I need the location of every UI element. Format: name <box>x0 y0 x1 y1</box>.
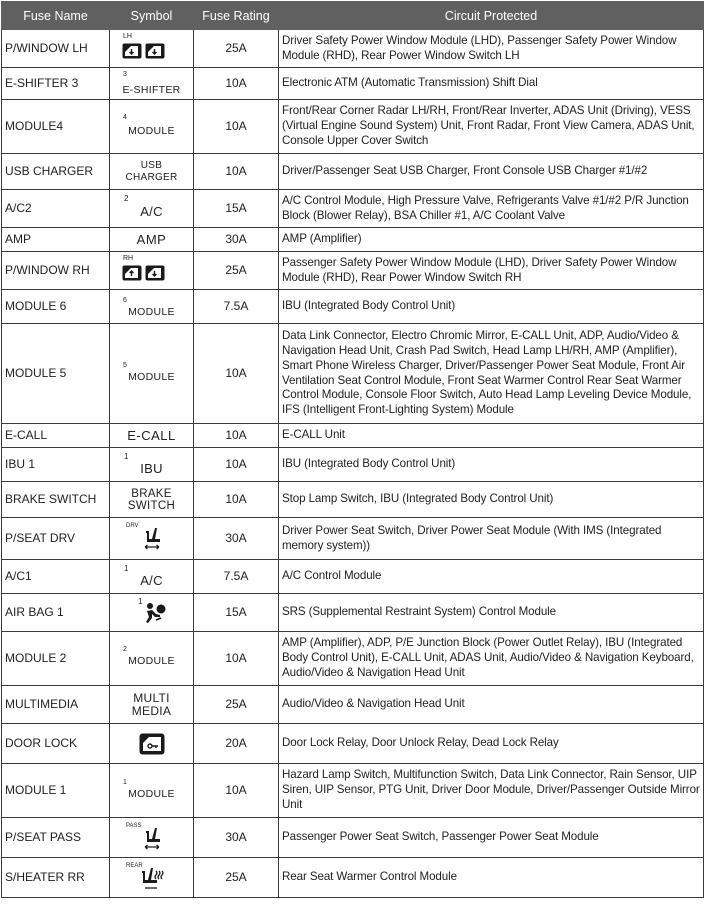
fuse-name: MODULE 1 <box>2 764 110 818</box>
fuse-name: MODULE4 <box>2 100 110 154</box>
fuse-name: MODULE 6 <box>2 290 110 324</box>
circuit-protected: Stop Lamp Switch, IBU (Integrated Body Control Unit) <box>279 482 704 518</box>
circuit-protected: Passenger Safety Power Window Module (LHD), Driver Safety Power Window Module (RHD), Rear Power Window Switch RH <box>279 252 704 290</box>
symbol-sup: 5 <box>123 362 127 369</box>
symbol-cell <box>110 518 194 560</box>
symbol-cell <box>110 686 194 724</box>
fuse-name: P/SEAT DRV <box>2 518 110 560</box>
fuse-name: P/WINDOW LH <box>2 30 110 68</box>
circuit-protected: AMP (Amplifier), ADP, P/E Junction Block (Power Outlet Relay), IBU (Integrated Body Control Unit), E-CALL Unit, ADAS Unit, Audio/Video & Navigation Keyboard, Audio/Video & Navigation Head Unit <box>279 632 704 686</box>
symbol-line-1: USB <box>140 159 163 171</box>
symbol-cell <box>110 448 194 482</box>
symbol-sup: 1 <box>138 597 143 606</box>
symbol-cell <box>110 324 194 424</box>
symbol-label: E-CALL <box>127 428 176 443</box>
symbol-cell <box>110 764 194 818</box>
fuse-name: MODULE 5 <box>2 324 110 424</box>
symbol-sup: 1 <box>124 452 129 461</box>
circuit-protected: Driver/Passenger Seat USB Charger, Front Console USB Charger #1/#2 <box>279 154 704 190</box>
fuse-rating: 7.5A <box>194 290 279 324</box>
symbol-cell <box>110 252 194 290</box>
fuse-rating: 15A <box>194 190 279 228</box>
power-seat-icon <box>142 526 164 552</box>
symbol-sup: REAR <box>126 863 143 869</box>
table-row <box>2 560 704 594</box>
symbol-line-1: MULTI <box>133 690 170 705</box>
symbol-sup: LH <box>123 33 132 40</box>
symbol-sup: 4 <box>123 114 127 121</box>
symbol-label: MODULE <box>128 788 175 800</box>
symbol-cell <box>110 424 194 448</box>
fuse-rating: 10A <box>194 154 279 190</box>
symbol-line-2: MEDIA <box>131 703 172 718</box>
symbol-line-1: BRAKE <box>131 487 172 500</box>
circuit-protected: A/C Control Module <box>279 560 704 594</box>
fuse-rating: 10A <box>194 764 279 818</box>
fuse-rating: 25A <box>194 686 279 724</box>
fuse-name: USB CHARGER <box>2 154 110 190</box>
fuse-name: A/C1 <box>2 560 110 594</box>
symbol-line-2: CHARGER <box>125 171 178 183</box>
symbol-cell <box>110 100 194 154</box>
power-window-icon <box>122 43 165 59</box>
symbol-label: AMP <box>136 232 167 247</box>
fuse-rating: 7.5A <box>194 560 279 594</box>
circuit-protected: Electronic ATM (Automatic Transmission) Shift Dial <box>279 68 704 100</box>
symbol-cell <box>110 228 194 252</box>
header-row <box>2 2 704 30</box>
header-fuse-rating: Fuse Rating <box>194 2 279 30</box>
symbol-cell <box>110 818 194 858</box>
fuse-rating: 10A <box>194 424 279 448</box>
fuse-rating: 25A <box>194 252 279 290</box>
fuse-rating: 10A <box>194 632 279 686</box>
table-row <box>2 68 704 100</box>
circuit-protected: A/C Control Module, High Pressure Valve, Refrigerants Valve #1/#2 P/R Junction Block (Blower Relay), BSA Chiller #1, A/C Coolant Valve <box>279 190 704 228</box>
fuse-name: S/HEATER RR <box>2 858 110 898</box>
table-row <box>2 100 704 154</box>
table-row <box>2 858 704 898</box>
symbol-sup: DRV <box>126 523 139 529</box>
table-row <box>2 290 704 324</box>
table-row <box>2 764 704 818</box>
header-fuse-name: Fuse Name <box>2 2 110 30</box>
symbol-label: MODULE <box>128 655 175 667</box>
fuse-rating: 25A <box>194 30 279 68</box>
circuit-protected: IBU (Integrated Body Control Unit) <box>279 448 704 482</box>
table-row <box>2 228 704 252</box>
table-row <box>2 324 704 424</box>
fuse-rating: 25A <box>194 858 279 898</box>
symbol-line-2: SWITCH <box>127 499 176 512</box>
symbol-cell <box>110 30 194 68</box>
symbol-sup: PASS <box>126 823 142 829</box>
symbol-label: A/C <box>140 204 163 219</box>
symbol-sup: 3 <box>123 71 127 78</box>
header-symbol: Symbol <box>110 2 194 30</box>
symbol-cell <box>110 632 194 686</box>
circuit-protected: Passenger Power Seat Switch, Passenger Power Seat Module <box>279 818 704 858</box>
symbol-label: MODULE <box>128 125 175 137</box>
fuse-name: P/SEAT PASS <box>2 818 110 858</box>
fuse-rating: 15A <box>194 594 279 632</box>
power-window-icon <box>122 265 165 281</box>
symbol-label: A/C <box>140 573 163 588</box>
circuit-protected: Data Link Connector, Electro Chromic Mirror, E-CALL Unit, ADP, Audio/Video & Navigation Head Unit, Crash Pad Switch, Head Lamp LH/RH, AMP (Amplifier), Smart Phone Wireless Charger, Driver/Passenger Power Seat Module, Front Air Ventilation Seat Control Module, Front Seat Warmer Control Rear Seat Warmer Control Module, Console Floor Switch, Auto Head Lamp Leveling Device Module, IFS (Intelligent Front-Lighting System) Module <box>279 324 704 424</box>
fuse-rating: 10A <box>194 324 279 424</box>
table-row <box>2 30 704 68</box>
table-row <box>2 594 704 632</box>
fuse-rating: 30A <box>194 518 279 560</box>
symbol-sup: 1 <box>124 564 129 573</box>
fuse-rating: 10A <box>194 448 279 482</box>
circuit-protected: Driver Power Seat Switch, Driver Power Seat Module (With IMS (Integrated memory system)) <box>279 518 704 560</box>
circuit-protected: Rear Seat Warmer Control Module <box>279 858 704 898</box>
header-circuit-protected: Circuit Protected <box>279 2 704 30</box>
symbol-sup: 2 <box>123 646 127 653</box>
circuit-protected: Door Lock Relay, Door Unlock Relay, Dead Lock Relay <box>279 724 704 764</box>
table-row <box>2 686 704 724</box>
door-lock-icon <box>139 733 165 755</box>
table-row <box>2 424 704 448</box>
table-row <box>2 154 704 190</box>
symbol-label: IBU <box>140 461 163 476</box>
table-row <box>2 818 704 858</box>
symbol-cell <box>110 290 194 324</box>
fuse-name: A/C2 <box>2 190 110 228</box>
fuse-name: AMP <box>2 228 110 252</box>
symbol-label: MODULE <box>128 306 175 318</box>
symbol-cell <box>110 68 194 100</box>
symbol-cell <box>110 858 194 898</box>
symbol-cell <box>110 154 194 190</box>
fuse-name: DOOR LOCK <box>2 724 110 764</box>
symbol-sup: 1 <box>123 779 127 786</box>
fuse-rating: 30A <box>194 818 279 858</box>
symbol-sup: RH <box>123 255 134 262</box>
circuit-protected: Hazard Lamp Switch, Multifunction Switch, Data Link Connector, Rain Sensor, UIP Siren, UIP Sensor, PTG Unit, Driver Door Module, Driver/Passenger Outside Mirror Unit <box>279 764 704 818</box>
symbol-label: E-SHIFTER <box>122 84 181 96</box>
table-row <box>2 252 704 290</box>
fuse-rating: 10A <box>194 100 279 154</box>
fuse-name: AIR BAG 1 <box>2 594 110 632</box>
circuit-protected: IBU (Integrated Body Control Unit) <box>279 290 704 324</box>
symbol-sup: 6 <box>123 297 127 304</box>
fuse-name: E-SHIFTER 3 <box>2 68 110 100</box>
table-row <box>2 518 704 560</box>
fuse-name: MULTIMEDIA <box>2 686 110 724</box>
seat-heater-icon <box>140 866 166 892</box>
fuse-rating: 30A <box>194 228 279 252</box>
fuse-rating: 10A <box>194 68 279 100</box>
symbol-cell <box>110 560 194 594</box>
symbol-cell <box>110 724 194 764</box>
table-row <box>2 724 704 764</box>
power-seat-icon <box>142 826 164 852</box>
table-row <box>2 632 704 686</box>
fuse-name: IBU 1 <box>2 448 110 482</box>
fuse-name: MODULE 2 <box>2 632 110 686</box>
table-row <box>2 448 704 482</box>
circuit-protected: SRS (Supplemental Restraint System) Control Module <box>279 594 704 632</box>
symbol-cell <box>110 190 194 228</box>
fuse-name: BRAKE SWITCH <box>2 482 110 518</box>
table-row <box>2 482 704 518</box>
circuit-protected: AMP (Amplifier) <box>279 228 704 252</box>
fuse-rating: 20A <box>194 724 279 764</box>
fuse-rating: 10A <box>194 482 279 518</box>
fuse-name: P/WINDOW RH <box>2 252 110 290</box>
circuit-protected: Audio/Video & Navigation Head Unit <box>279 686 704 724</box>
table-row <box>2 190 704 228</box>
symbol-cell <box>110 594 194 632</box>
circuit-protected: E-CALL Unit <box>279 424 704 448</box>
symbol-label: MODULE <box>128 371 175 383</box>
fuse-name: E-CALL <box>2 424 110 448</box>
circuit-protected: Driver Safety Power Window Module (LHD), Passenger Safety Power Window Module (RHD), Rear Power Window Switch LH <box>279 30 704 68</box>
airbag-icon <box>144 602 166 624</box>
circuit-protected: Front/Rear Corner Radar LH/RH, Front/Rear Inverter, ADAS Unit (Driving), VESS (Virtual Engine Sound System) Unit, Front Radar, Front View Camera, ADAS Unit, Console Upper Cover Switch <box>279 100 704 154</box>
symbol-cell <box>110 482 194 518</box>
symbol-sup: 2 <box>124 194 129 203</box>
fuse-table <box>1 1 704 898</box>
